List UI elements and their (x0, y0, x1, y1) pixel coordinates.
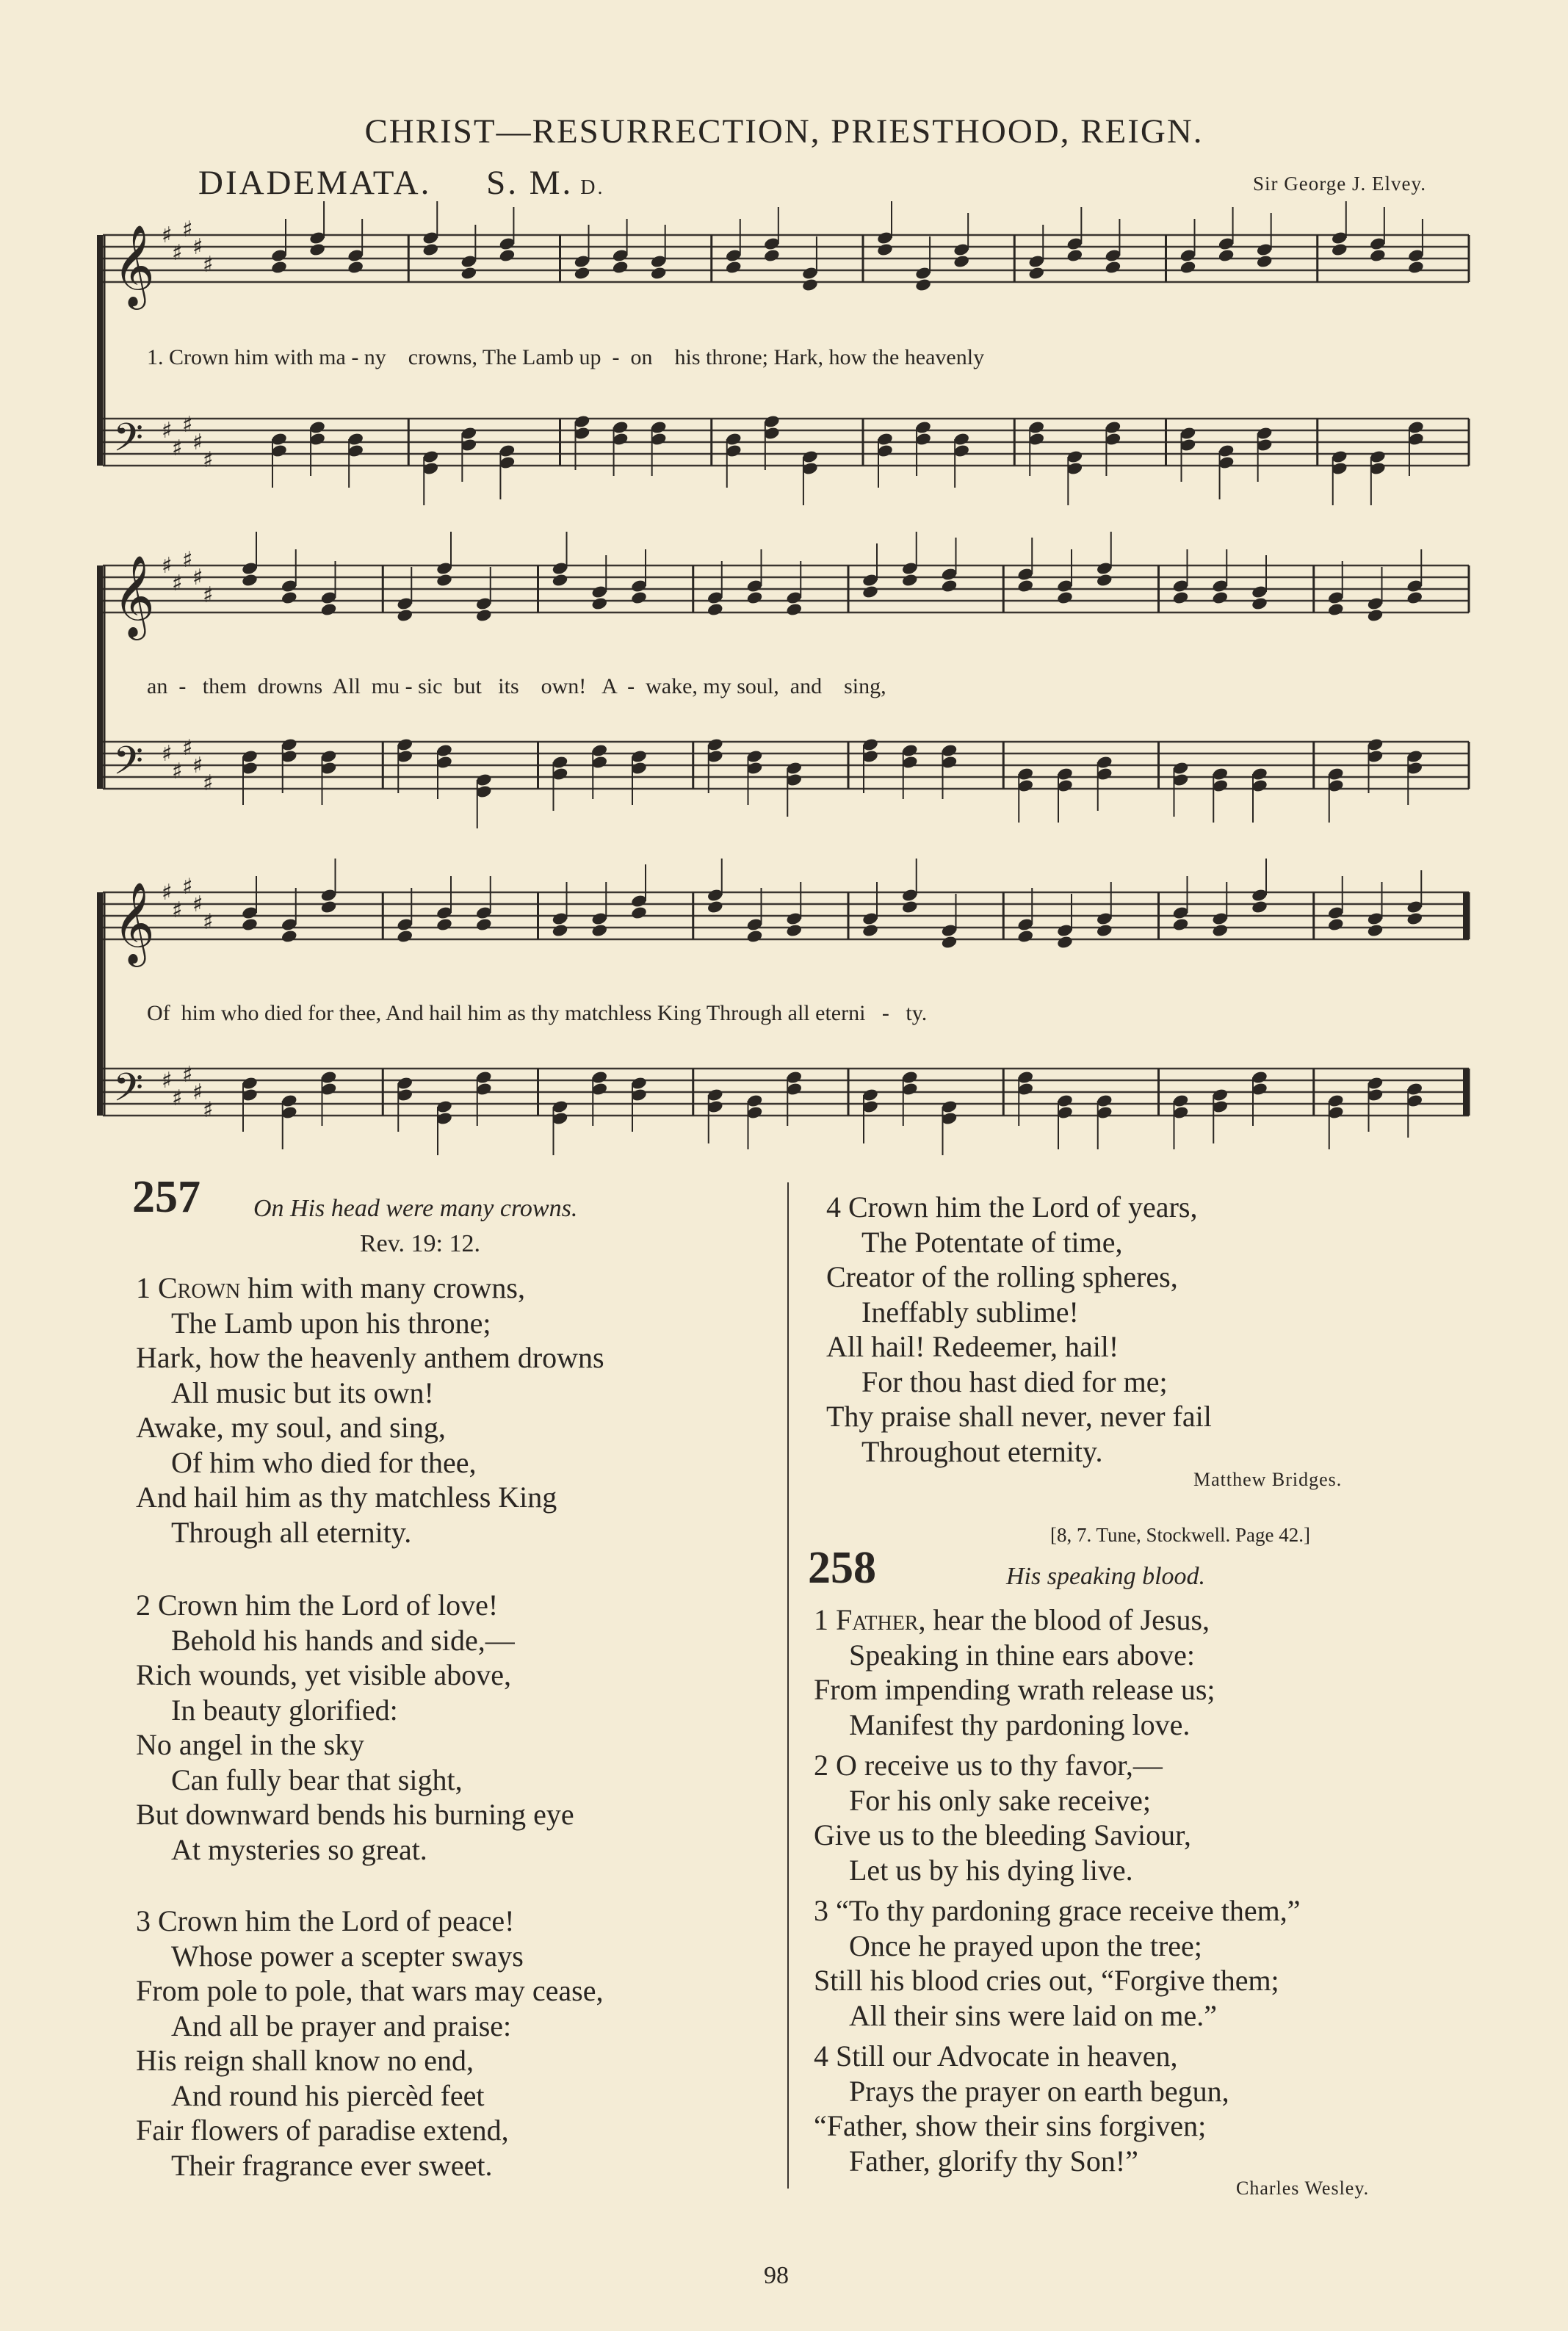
note-head (1105, 260, 1122, 275)
note-head (475, 917, 493, 932)
note-head (347, 260, 364, 275)
note-head (281, 590, 298, 605)
sharp-icon: ♯ (162, 418, 173, 444)
verse-line: Creator of the rolling spheres, (826, 1260, 1178, 1293)
verse-line: Their fragrance ever sweet. (171, 2148, 493, 2182)
verse-line: 3 “To thy pardoning grace receive them,” (814, 1894, 1301, 1927)
verse-line: 1 Father, hear the blood of Jesus, (814, 1603, 1210, 1636)
verse-line: Fair flowers of paradise extend, (136, 2114, 509, 2147)
note-head (650, 266, 668, 281)
sharp-icon: ♯ (203, 447, 214, 473)
note-head (396, 608, 413, 623)
verse-line: Can fully bear that sight, (171, 1763, 463, 1796)
note-head (241, 917, 259, 932)
lyric-line: Of him who died for thee, And hail him as thy matchless King Through all eterni - ty. (147, 1001, 928, 1025)
sharp-icon: ♯ (192, 234, 203, 260)
verse-number: 2 (814, 1749, 828, 1782)
sharp-icon: ♯ (203, 909, 214, 935)
verse-line: Ineffably sublime! (861, 1295, 1079, 1329)
verse-line: Prays the prayer on earth begun, (849, 2074, 1229, 2108)
note-head (861, 585, 879, 599)
note-head (1056, 590, 1074, 605)
sharp-icon: ♯ (182, 1062, 193, 1088)
treble-clef-icon: 𝄞 (113, 224, 155, 306)
verse-line: At mysteries so great. (171, 1832, 427, 1866)
note-head (1251, 900, 1268, 914)
verse-line: 2 O receive us to thy favor,— (814, 1749, 1163, 1782)
verse-line: In beauty glorified: (171, 1693, 398, 1727)
note-head (1096, 923, 1113, 938)
note-head (281, 929, 298, 944)
note-head (1406, 590, 1423, 605)
note-head (901, 900, 919, 914)
sharp-icon: ♯ (162, 741, 173, 767)
hymn-author: Charles Wesley. (1236, 2178, 1370, 2199)
final-barline (1463, 1069, 1469, 1116)
note-head (320, 900, 338, 914)
note-head (1016, 579, 1034, 593)
note-head (308, 242, 326, 257)
note-head (574, 266, 591, 281)
verse-line: “Father, show their sins forgiven; (814, 2109, 1207, 2142)
note-head (1367, 923, 1384, 938)
final-barline (1463, 892, 1469, 939)
tune-name (198, 163, 605, 203)
note-head (241, 573, 259, 588)
treble-clef-icon: 𝄞 (113, 554, 155, 637)
sharp-icon: ♯ (172, 1085, 183, 1111)
note-head (320, 602, 338, 617)
hymn-title: His speaking blood. (1006, 1563, 1206, 1590)
verse-number: 3 (814, 1894, 828, 1927)
note-head (422, 242, 439, 257)
verse-line: Manifest thy pardoning love. (849, 1707, 1191, 1741)
verse-line: For his only sake receive; (849, 1783, 1151, 1817)
tune-meter: S. M. D. (486, 164, 605, 202)
note-head (1211, 590, 1229, 605)
note-head (1016, 929, 1034, 944)
sharp-icon: ♯ (192, 565, 203, 590)
verse-line: Through all eternity. (171, 1515, 412, 1549)
verse-line: For thou hast died for me; (861, 1365, 1168, 1398)
note-head (1172, 917, 1190, 932)
verse-number: 1 (814, 1603, 828, 1636)
sharp-icon: ♯ (182, 735, 193, 761)
sharp-icon: ♯ (172, 571, 183, 596)
note-head (1327, 917, 1345, 932)
verse-line: From pole to pole, that wars may cease, (136, 1974, 604, 2007)
sharp-icon: ♯ (192, 892, 203, 917)
note-head (785, 923, 803, 938)
note-head (1172, 590, 1190, 605)
note-head (1218, 248, 1235, 263)
verse-line: Give us to the bleeding Saviour, (814, 1818, 1191, 1851)
section-heading: CHRIST—RESURRECTION, PRIESTHOOD, REIGN. (364, 112, 1204, 151)
note-head (876, 242, 894, 257)
note-head (1327, 602, 1345, 617)
note-head (630, 906, 648, 920)
verse-line: Awake, my soul, and sing, (136, 1411, 446, 1444)
note-head (801, 278, 819, 292)
tune-title: DIADEMATA. (198, 164, 432, 202)
verse-line: No angel in the sky (136, 1728, 365, 1761)
note-head (396, 929, 413, 944)
verse-line: Throughout eternity. (861, 1434, 1103, 1468)
lyric-line: 1. Crown him with ma - ny crowns, The Lamb up - on his throne; Hark, how the heavenly (147, 345, 985, 369)
note-head (436, 917, 453, 932)
note-head (590, 596, 608, 611)
page-number: 98 (764, 2262, 789, 2289)
verse-line: The Lamb upon his throne; (171, 1306, 491, 1340)
verse (814, 1602, 1215, 1742)
brace (97, 565, 103, 789)
verse-first-word: Father, (836, 1603, 926, 1636)
verse-line: From impending wrath release us; (814, 1673, 1215, 1706)
verse-line: His reign shall know no end, (136, 2044, 474, 2077)
verse-line: 4 Still our Advocate in heaven, (814, 2039, 1178, 2072)
note-head (941, 579, 958, 593)
note-head (499, 248, 516, 263)
note-head (746, 590, 764, 605)
note-head (763, 248, 781, 263)
verse-line: Of him who died for thee, (171, 1445, 477, 1479)
note-head (1056, 935, 1074, 950)
sharp-icon: ♯ (203, 770, 214, 796)
sharp-icon: ♯ (162, 1068, 173, 1094)
verse-line: Behold his hands and side,— (171, 1623, 515, 1657)
music-system-1 (103, 217, 1476, 473)
verse-line: Thy praise shall never, never fail (826, 1400, 1212, 1433)
note-head (1369, 248, 1387, 263)
verse-number: 4 (826, 1190, 841, 1224)
bass-clef-icon: 𝄢 (113, 739, 144, 793)
hymn-number: 258 (808, 1543, 876, 1593)
note-head (612, 260, 629, 275)
note-head (785, 602, 803, 617)
verse (136, 1588, 574, 1867)
note-head (475, 608, 493, 623)
note-head (901, 573, 919, 588)
sharp-icon: ♯ (203, 1097, 214, 1123)
sharp-icon: ♯ (162, 223, 173, 248)
verse-line: And hail him as thy matchless King (136, 1481, 557, 1514)
verse (136, 1271, 604, 1550)
sharp-icon: ♯ (182, 547, 193, 573)
verse-line: 1 Crown him with many crowns, (136, 1271, 525, 1304)
verse-number: 3 (136, 1904, 151, 1937)
note-head (953, 254, 970, 269)
verse-line: Whose power a scepter sways (171, 1939, 524, 1973)
note-head (552, 573, 569, 588)
sharp-icon: ♯ (172, 240, 183, 266)
note-head (1179, 260, 1197, 275)
treble-clef-icon: 𝄞 (113, 881, 155, 964)
note-head (1027, 266, 1045, 281)
verse-number: 4 (814, 2039, 828, 2072)
verse-line: All their sins were laid on me.” (849, 1998, 1217, 2032)
hymn-title: On His head were many crowns. (253, 1195, 578, 1222)
sharp-icon: ♯ (182, 874, 193, 900)
music-system-3 (103, 870, 1476, 1149)
bass-clef-icon: 𝄢 (113, 416, 144, 470)
note-head (725, 260, 743, 275)
verse-number: 1 (136, 1271, 151, 1304)
verse-line: All hail! Redeemer, hail! (826, 1330, 1119, 1363)
verse (814, 2039, 1229, 2178)
sharp-icon: ♯ (192, 1080, 203, 1105)
verse (814, 1748, 1191, 1887)
verse-line: 2 Crown him the Lord of love! (136, 1589, 499, 1622)
sharp-icon: ♯ (203, 582, 214, 608)
composer: Sir George J. Elvey. (1253, 173, 1426, 195)
verse-line: And all be prayer and praise: (171, 2009, 512, 2042)
note-head (1066, 248, 1084, 263)
note-head (941, 935, 958, 950)
verse-first-word: Crown (158, 1271, 241, 1304)
verse-line: Let us by his dying live. (849, 1853, 1133, 1887)
verse-line: Rich wounds, yet visible above, (136, 1658, 512, 1691)
sharp-icon: ♯ (192, 753, 203, 778)
verse-line: All music but its own! (171, 1376, 434, 1409)
hymn-author: Matthew Bridges. (1193, 1469, 1343, 1490)
verse (814, 1893, 1300, 2033)
column-divider (787, 1182, 789, 2189)
note-head (1367, 608, 1384, 623)
note-head (1251, 596, 1268, 611)
verse-line: And round his piercèd feet (171, 2078, 485, 2112)
note-head (707, 602, 724, 617)
note-head (1211, 923, 1229, 938)
sharp-icon: ♯ (203, 252, 214, 278)
note-head (914, 278, 932, 292)
sharp-icon: ♯ (172, 436, 183, 461)
note-head (1096, 573, 1113, 588)
sharp-icon: ♯ (172, 897, 183, 923)
brace (97, 235, 103, 466)
note-head (460, 266, 478, 281)
note-head (436, 573, 453, 588)
tune-meter-suffix: D. (580, 176, 605, 199)
note-head (270, 260, 288, 275)
note-head (1406, 911, 1423, 926)
verse-line: Still his blood cries out, “Forgive them; (814, 1964, 1279, 1997)
verse-line: Hark, how the heavenly anthem drowns (136, 1341, 604, 1374)
scripture-reference: Rev. 19: 12. (360, 1230, 481, 1257)
sharp-icon: ♯ (182, 412, 193, 438)
verse-line: 3 Crown him the Lord of peace! (136, 1904, 515, 1937)
note-head (746, 929, 764, 944)
hymn-number: 257 (132, 1172, 200, 1222)
verse-line: 4 Crown him the Lord of years, (826, 1190, 1198, 1224)
verse-line: Once he prayed upon the tree; (849, 1929, 1202, 1962)
verse-line: But downward bends his burning eye (136, 1798, 574, 1831)
note-head (707, 900, 724, 914)
music-system-2 (103, 543, 1476, 823)
note-head (552, 923, 569, 938)
note-head (1407, 260, 1425, 275)
note-head (630, 590, 648, 605)
note-head (861, 923, 879, 938)
verse (136, 1904, 603, 2183)
note-head (1256, 254, 1273, 269)
sharp-icon: ♯ (172, 759, 183, 784)
sharp-icon: ♯ (192, 430, 203, 455)
sharp-icon: ♯ (162, 553, 173, 579)
brace (97, 892, 103, 1116)
verse-line: Father, glorify thy Son!” (849, 2144, 1138, 2178)
note-head (1331, 242, 1348, 257)
verse-number: 2 (136, 1589, 151, 1622)
bass-clef-icon: 𝄢 (113, 1066, 144, 1120)
sharp-icon: ♯ (162, 880, 173, 906)
verse-line: The Potentate of time, (861, 1225, 1123, 1259)
verse (826, 1190, 1212, 1469)
sharp-icon: ♯ (182, 217, 193, 242)
note-head (590, 923, 608, 938)
tune-reference: [8, 7. Tune, Stockwell. Page 42.] (1050, 1524, 1310, 1546)
verse-line: Speaking in thine ears above: (849, 1638, 1195, 1672)
lyric-line: an - them drowns All mu - sic but its own! A - wake, my soul, and sing, (147, 674, 886, 698)
